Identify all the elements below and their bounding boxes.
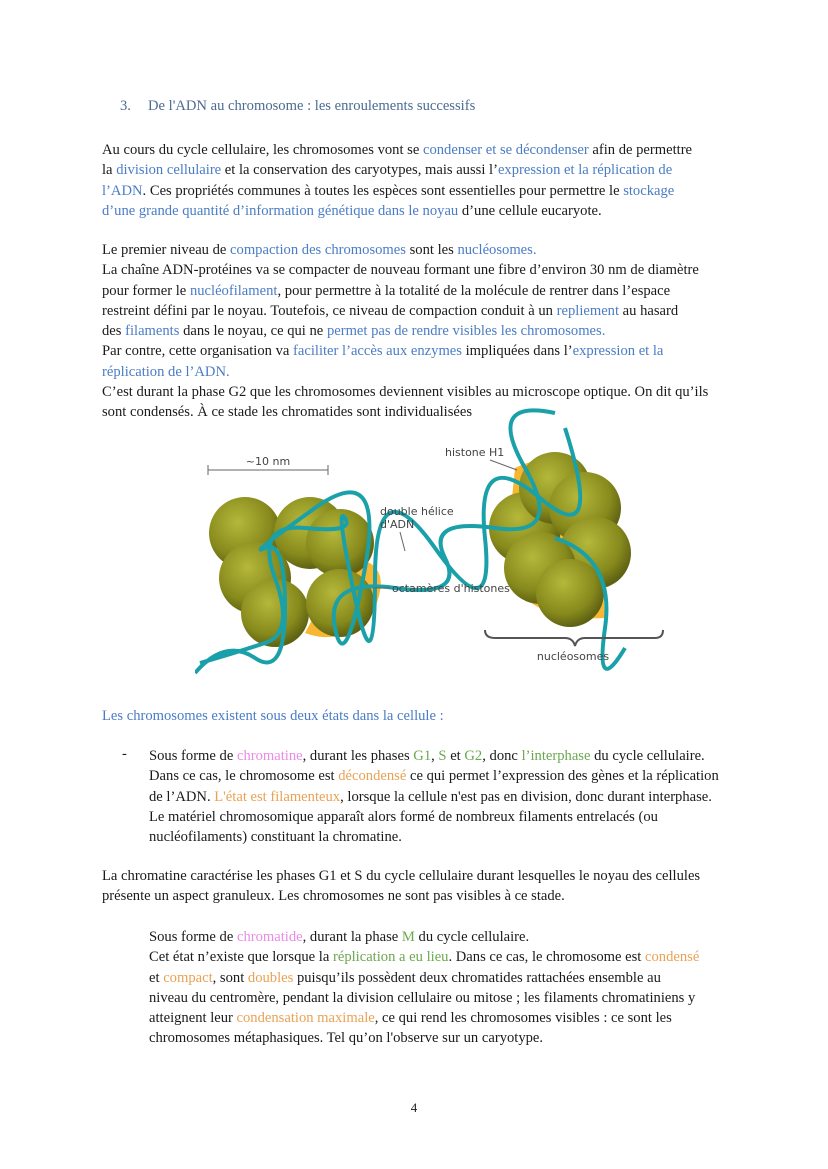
text-segment: , <box>431 748 439 764</box>
section-number: 3. <box>120 98 131 114</box>
text-segment: sont condensés. À ce stade les chromatides sont individualisées <box>102 404 473 421</box>
text-line <box>102 140 692 160</box>
text-line <box>149 746 719 766</box>
highlighted-text: chromatide <box>236 929 303 945</box>
nucleosome-label: nucléosomes <box>536 650 610 663</box>
highlighted-text: Les chromosomes existent sous deux états dans la cellule : <box>102 708 444 724</box>
text-segment: chromosomes métaphasiques. Tel qu’on l'observe sur un caryotype. <box>149 1030 544 1047</box>
highlighted-text: filaments <box>125 323 180 340</box>
states-title <box>102 706 444 726</box>
text-segment: puisqu’ils possèdent deux chromatides rattachées ensemble au <box>293 969 661 986</box>
nucleosome-brace <box>485 630 663 646</box>
text-segment: Sous forme de <box>149 929 237 945</box>
text-segment: , durant les phases <box>302 748 414 764</box>
text-line <box>102 240 708 260</box>
text-line <box>149 988 699 1008</box>
highlighted-text: doubles <box>247 969 294 986</box>
text-line <box>149 787 719 807</box>
highlighted-text: nucléofilament <box>189 282 278 299</box>
highlighted-text: M <box>401 929 415 945</box>
highlighted-text: l’interphase <box>521 748 591 764</box>
text-segment: impliquées dans l’ <box>461 343 573 360</box>
text-line <box>149 807 719 827</box>
highlighted-text: G2 <box>464 748 483 764</box>
dna-label-line2: d'ADN <box>380 518 415 531</box>
histone-h1-label: histone H1 <box>445 446 505 459</box>
nucleosome-diagram <box>195 408 675 693</box>
dna-label-line1: double hélice <box>380 505 454 518</box>
highlighted-text: S <box>438 748 447 764</box>
text-segment: afin de permettre <box>588 142 693 158</box>
highlighted-text: réplication de l’ADN. <box>102 363 230 380</box>
highlighted-text: condensé <box>645 949 700 966</box>
text-segment: Le matériel chromosomique apparaît alors formé de nombreux filaments entrelacés (ou <box>149 808 658 825</box>
text-line <box>102 281 708 301</box>
text-segment: Cet état n’existe que lorsque la <box>149 949 333 966</box>
text-segment: du cycle cellulaire. <box>414 929 530 945</box>
text-segment: Le premier niveau de <box>102 242 231 258</box>
text-segment: dans le noyau, ce qui ne <box>179 323 327 340</box>
highlighted-text: compaction des chromosomes <box>230 242 406 258</box>
intro-paragraph <box>102 140 692 221</box>
text-segment: et la conservation des caryotypes, mais aussi l’ <box>221 162 498 179</box>
highlighted-text: décondensé <box>338 768 407 785</box>
section-title: De l'ADN au chromosome : les enroulements successifs <box>148 98 476 114</box>
page-number: 4 <box>410 1100 418 1115</box>
highlighted-text: expression et la <box>572 343 664 360</box>
text-segment: , pour permettre à la totalité de la molécule de rentrer dans l’espace <box>277 282 671 299</box>
text-line <box>102 866 700 886</box>
highlighted-text: l’ADN <box>102 182 143 199</box>
text-line <box>149 947 699 967</box>
text-segment: , donc <box>482 748 522 764</box>
text-segment: de l’ADN. <box>149 788 215 805</box>
highlighted-text: faciliter l’accès aux enzymes <box>293 343 462 360</box>
scale-label: ~10 nm <box>245 455 291 468</box>
text-segment: et <box>149 969 164 986</box>
text-segment: d’une cellule eucaryote. <box>458 202 602 219</box>
left-nucleosome <box>209 497 381 647</box>
bullet-dash: - <box>122 746 127 762</box>
highlighted-text: chromatine <box>236 748 303 764</box>
text-line <box>102 341 708 361</box>
text-line <box>102 260 708 280</box>
text-segment: et <box>446 748 465 764</box>
text-segment: nucléofilaments) constituant la chromatine. <box>149 829 402 846</box>
text-line <box>102 201 692 221</box>
text-segment: La chaîne ADN-protéines va se compacter de nouveau formant une fibre d’environ 30 nm de diamètre <box>102 262 699 279</box>
text-segment: , durant la phase <box>302 929 402 945</box>
text-segment: présente un aspect granuleux. Les chromosomes ne sont pas visibles à ce stade. <box>102 888 565 905</box>
text-line <box>102 382 708 402</box>
text-line <box>149 1008 699 1028</box>
text-segment: . Ces propriétés communes à toutes les espèces sont essentielles pour permettre le <box>142 182 624 199</box>
text-segment: , lorsque la cellule n'est pas en division, donc durant interphase. <box>340 788 712 805</box>
text-line <box>102 362 708 382</box>
highlighted-text: compact <box>163 969 213 986</box>
chromatin-bullet <box>149 746 719 847</box>
compaction-paragraph <box>102 240 708 423</box>
highlighted-text: stockage <box>623 182 675 199</box>
text-segment: C’est durant la phase G2 que les chromosomes deviennent visibles au microscope optique. On dit qu’ils <box>102 384 709 401</box>
text-line <box>102 301 708 321</box>
text-segment: , sont <box>212 969 248 986</box>
text-line <box>149 968 699 988</box>
text-segment: pour former le <box>102 282 190 299</box>
text-segment: ce qui permet l’expression des gènes et la réplication <box>406 768 719 785</box>
text-line <box>102 321 708 341</box>
text-line <box>149 827 719 847</box>
text-line <box>149 927 699 947</box>
highlighted-text: division cellulaire <box>116 162 222 179</box>
text-line <box>102 181 692 201</box>
section-heading <box>120 98 475 115</box>
text-line <box>149 1028 699 1048</box>
highlighted-text: d’une grande quantité d’information génétique dans le noyau <box>102 202 459 219</box>
text-segment: Par contre, cette organisation va <box>102 343 294 360</box>
highlighted-text: condensation maximale <box>236 1010 375 1027</box>
text-segment: atteignent leur <box>149 1010 237 1027</box>
chromatin-note <box>102 866 700 907</box>
highlighted-text: nucléosomes. <box>457 242 537 258</box>
highlighted-text: réplication a eu lieu <box>332 949 449 966</box>
text-segment: la <box>102 162 117 179</box>
text-segment: La chromatine caractérise les phases G1 et S du cycle cellulaire durant lesquelles le noyau des cellules <box>102 868 701 884</box>
octamer-label: octamères d'histones <box>392 582 510 595</box>
text-line <box>102 886 700 906</box>
text-segment: sont les <box>405 242 458 258</box>
text-segment: au hasard <box>619 302 679 319</box>
text-segment: Sous forme de <box>149 748 237 764</box>
highlighted-text: permet pas de rendre visibles les chromosomes. <box>326 323 606 340</box>
highlighted-text: repliement <box>556 302 620 319</box>
text-line <box>149 766 719 786</box>
text-segment: Dans ce cas, le chromosome est <box>149 768 339 785</box>
text-segment: du cycle cellulaire. <box>590 748 705 764</box>
text-segment: Au cours du cycle cellulaire, les chromosomes vont se <box>102 142 423 158</box>
text-segment: , ce qui rend les chromosomes visibles : ce sont les <box>374 1010 672 1027</box>
text-segment: restreint défini par le noyau. Toutefois, ce niveau de compaction conduit à un <box>102 302 557 319</box>
chromatid-paragraph <box>149 927 699 1049</box>
highlighted-text: condenser et se décondenser <box>422 142 589 158</box>
text-line <box>102 160 692 180</box>
text-segment: niveau du centromère, pendant la division cellulaire ou mitose ; les filaments chromatiniens y <box>149 989 696 1006</box>
highlighted-text: L'état est filamenteux <box>214 788 341 805</box>
highlighted-text: G1 <box>413 748 432 764</box>
text-segment: des <box>102 323 126 340</box>
text-segment: . Dans ce cas, le chromosome est <box>448 949 646 966</box>
text-line <box>102 706 444 726</box>
highlighted-text: expression et la réplication de <box>497 162 673 179</box>
